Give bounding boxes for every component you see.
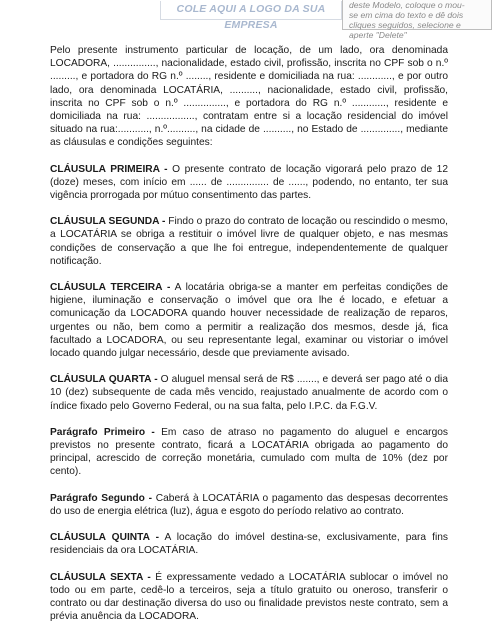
clause-title: Parágrafo Segundo - (50, 492, 153, 504)
clause-title: CLÁUSULA SEGUNDA - (50, 216, 166, 228)
contract-body (50, 44, 448, 636)
clause-text: Findo o prazo do contrato de locação ou rescindido o mesmo, a LOCATÁRIA se obriga a restituir o imóvel livre de qualquer objeto, e nas mesmas condições de conservação a que lhe foi entregue, independentemente de qualquer notificação. (50, 216, 448, 267)
clause-primeira (50, 163, 448, 203)
clause-text: É expressamente vedado a LOCATÁRIA sublocar o imóvel no todo ou em parte, cedê-lo a terceiros, seja a título gratuito ou oneroso, transferir o contrato ou dar destinação diversa do uso ou finalidade previstos neste contrato, sem a prévia anuência da LOCADORA. (50, 571, 449, 623)
clause-title: CLÁUSULA SEXTA - (50, 571, 151, 583)
clause-title: CLÁUSULA PRIMEIRA - (50, 163, 168, 175)
clause-text: Caberá à LOCATÁRIA o pagamento das despesas decorrentes do uso de energia elétrica (luz), água e esgoto do período relativo ao contrato. (50, 492, 448, 517)
paragrafo-segundo (50, 492, 448, 518)
clause-quarta (50, 373, 448, 413)
clause-text: O presente contrato de locação vigorará pelo prazo de 12 (doze) meses, com início em ...... de ............... de ......, podendo, no entanto, ter sua vigência prorrogada por mútuo consentimento das partes. (50, 163, 449, 202)
clause-title: CLÁUSULA TERCEIRA - (50, 282, 171, 294)
clause-title: CLÁUSULA QUINTA - (50, 532, 160, 544)
clause-text: Em caso de atraso no pagamento do aluguel e encargos previstos no presente contrato, ficará a LOCATÁRIA obrigada ao pagamento do principal, acrescido de correção monetária, cumulado com multa de 10% (dez por cento). (50, 426, 448, 478)
clause-quinta (50, 531, 448, 557)
clause-text: A locatária obriga-se a manter em perfeitas condições de higiene, iluminação e conservação o imóvel que ora lhe é locado, e efetuar a comunicação da LOCADORA quando houver necessidade de realização de reparos, urgentes ou não, bem como a permitir a realização dos mesmos, desde já, fica facultado a LOCADORA, ou seu representante legal, examinar ou vistoriar o imóvel locado quando julgar necessário, desde que previamente avisado. (50, 282, 448, 360)
clause-sexta (50, 571, 448, 624)
clause-title: CLÁUSULA QUARTA - (50, 374, 158, 386)
instruction-hint-box[interactable]: deste Modelo, coloque o mou- se em cima do texto e dê dois cliques seguidos, selecione e aperte "Delete" (342, 0, 492, 30)
clause-text: A locação do imóvel destina-se, exclusivamente, para fins residenciais da ora LOCATÁRIA. (50, 532, 448, 557)
clause-segunda (50, 215, 448, 268)
document-header (0, 0, 500, 40)
clause-terceira (50, 281, 448, 360)
clause-text: O aluguel mensal será de R$ ......., e deverá ser pago até o dia 10 (dez) subsequente de cada mês vencido, reajustado anualmente de acordo com o índice fixado pelo Governo Federal, ou na sua falta, pelo I.P.C. da F.G.V. (50, 374, 448, 412)
clause-title: Parágrafo Primeiro - (50, 426, 155, 438)
contract-intro: Pelo presente instrumento particular de locação, de um lado, ora denominada LOCADORA, ..............., nacionalidade, estado civil, profissão, inscrita no CPF sob o n.º ........., e portadora do RG n.º ........, residente e domiciliada na rua: ............, e por outro lado, ora denominada LOCATÁRIA, .........., nacionalidade, estado civil, profissão, inscrita no CPF sob o n.º ..............., e portadora do RG n.º ............, residente e domiciliada na rua: ................., contratam entre si a locação residencial do imóvel situado na rua:..........., n.º.........., na cidade de .........., no Estado de .............., mediante as cláusulas e condições seguintes: (50, 45, 448, 149)
paragrafo-primeiro (50, 426, 448, 479)
logo-placeholder[interactable]: COLE AQUI A LOGO DA SUA EMPRESA (160, 1, 342, 20)
